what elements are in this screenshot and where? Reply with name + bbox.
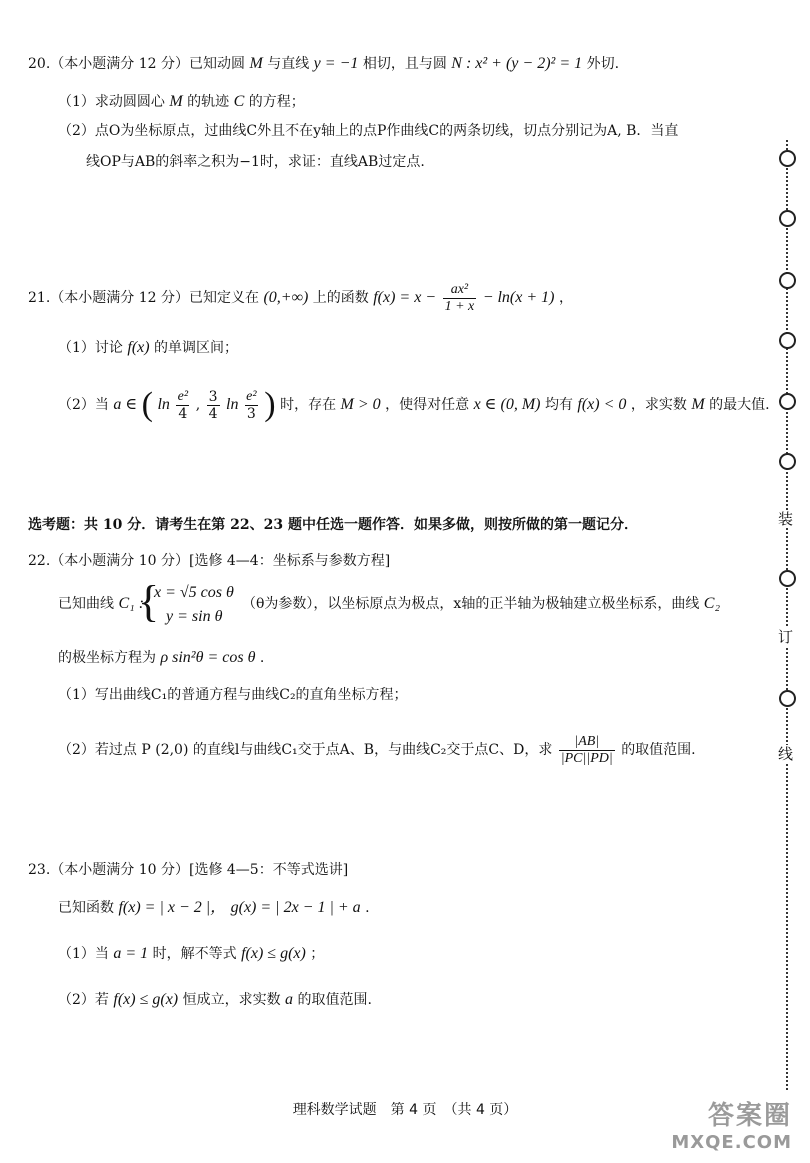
- q20-part2-line1: （2）点O为坐标原点，过曲线C外且不在y轴上的点P作曲线C的两条切线，切点分别记为A, B．当直: [58, 123, 679, 139]
- binding-hole-3: [779, 272, 796, 289]
- watermark-logo: 答案圈 MXQE.COM: [671, 1101, 792, 1153]
- binding-hole-5: [779, 393, 796, 410]
- q23-part1: （1）当 a = 1 时，解不等式 f(x) ≤ g(x) ；: [58, 945, 325, 962]
- binding-char-xian: 线: [778, 745, 794, 763]
- binding-hole-6: [779, 453, 796, 470]
- binding-hole-8: [779, 690, 796, 707]
- q21-fraction: $\frac{\text{ax²}}{1 + x}$: [444, 281, 475, 314]
- system-brace: {: [138, 577, 160, 626]
- binding-hole-4: [779, 332, 796, 349]
- elective-instructions: 选考题：共 10 分．请考生在第 22、23 题中任选一题作答．如果多做，则按所做的第一题记分．: [28, 517, 638, 533]
- q22-polar: 的极坐标方程为 ρ sin²θ = cos θ .: [58, 649, 265, 666]
- ratio-fraction: $\frac{|AB|}{|PC||PD|}$: [560, 733, 613, 766]
- param-eq-y: y = sin θ: [166, 608, 223, 625]
- binding-char-zhuang: 装: [778, 510, 794, 528]
- q22-part1: （1）写出曲线C₁的普通方程与曲线C₂的直角坐标方程；: [58, 687, 408, 703]
- q22-part2: （2）若过点 P (2,0) 的直线l与曲线C₁交于点A、B，与曲线C₂交于点C、D，求 $\frac{|AB|}{|PC||PD|}$ 的取值范围.: [58, 733, 696, 766]
- page-footer: 理科数学试题 第 4 页 （共 4 页）: [292, 1102, 518, 1118]
- q23-heading: 23.（本小题满分 10 分）[选修 4—5：不等式选讲]: [28, 862, 349, 878]
- q20-stem: 20.（本小题满分 12 分）已知动圆 M 与直线 y = −1 相切，且与圆 N : x² + (y − 2)² = 1 外切.: [28, 55, 620, 72]
- q20-part1: （1）求动圆圆心 M 的轨迹 C 的方程；: [58, 93, 305, 110]
- q21-stem: 21.（本小题满分 12 分）已知定义在 (0,+∞) 上的函数 f(x) = x − $\frac{\text{ax²}}{1 + x}$ − ln(x + 1) ，: [28, 281, 573, 314]
- binding-hole-2: [779, 210, 796, 227]
- binding-hole-7: [779, 570, 796, 587]
- binding-margin: [772, 0, 802, 1100]
- q22-stem-rest: （θ为参数），以坐标原点为极点，x轴的正半轴为极轴建立极坐标系，曲线 C₂: [242, 595, 721, 612]
- q21-part2: （2）当 a ∈ ( ln $\frac{\text{e²}}{4}$ , $\frac{3}{4}$ ln $\frac{\text{e²}}{3}$ ) 时，存在 M > 0 ，使得对任意 x ∈ (0, M) 均有 f(x) < 0 ，求实数 M 的最大值.: [58, 386, 770, 423]
- q20-part2-line2: 线OP与AB的斜率之积为−1时，求证：直线AB过定点.: [86, 154, 425, 170]
- q21-part1: （1）讨论 f(x) 的单调区间；: [58, 339, 239, 356]
- q22-known: 已知曲线 C₁ :: [58, 595, 145, 612]
- q23-part2: （2）若 f(x) ≤ g(x) 恒成立，求实数 a 的取值范围.: [58, 991, 372, 1008]
- q22-heading: 22.（本小题满分 10 分）[选修 4—4：坐标系与参数方程]: [28, 553, 391, 569]
- binding-hole-1: [779, 150, 796, 167]
- binding-char-ding: 订: [778, 628, 794, 646]
- param-eq-x: x = √5 cos θ: [154, 584, 234, 601]
- q23-given: 已知函数 f(x) = | x − 2 |， g(x) = | 2x − 1 | + a .: [58, 899, 370, 916]
